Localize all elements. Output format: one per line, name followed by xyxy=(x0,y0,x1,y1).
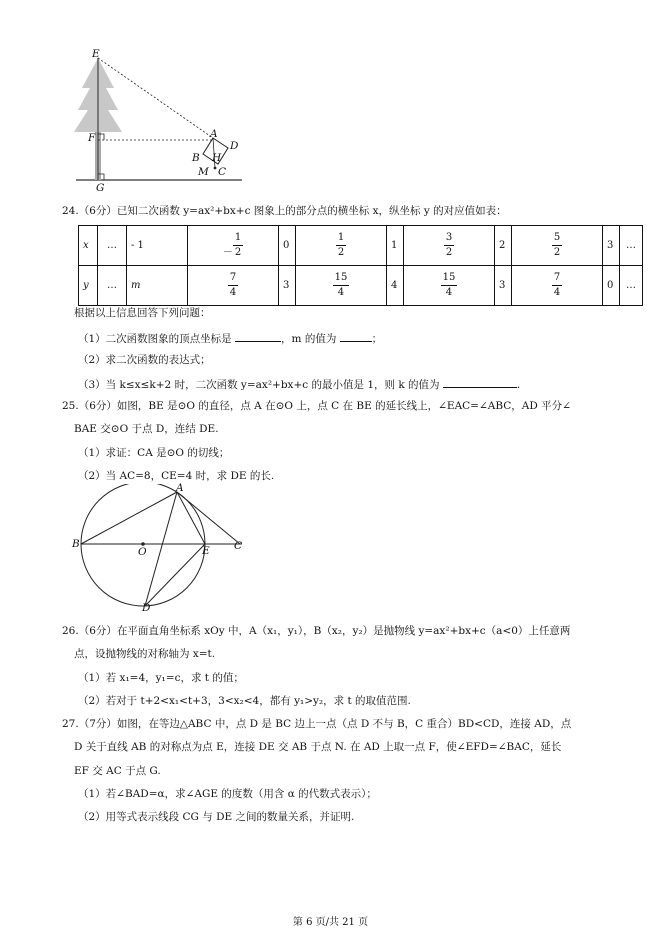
q24-stem: 24.（6分）已知二次函数 y=ax²+bx+c 图象上的部分点的横坐标 x，纵坐标 y 的对应值如表： xyxy=(62,205,507,217)
circle-figure xyxy=(72,484,252,614)
label-H: H xyxy=(212,152,222,164)
denominator: 4 xyxy=(553,287,561,298)
cell: 3 xyxy=(495,266,512,306)
denominator: 2 xyxy=(553,247,561,258)
cell: 0 xyxy=(603,266,620,306)
label-B: B xyxy=(192,152,200,164)
q24-p1-text-b: ，m 的值为 xyxy=(281,333,337,345)
answer-blank[interactable] xyxy=(235,330,281,342)
numerator: 5 xyxy=(552,231,562,246)
cell xyxy=(512,266,603,306)
cell: 2 xyxy=(495,226,512,266)
q24-p1-text-c: ； xyxy=(371,333,383,345)
answer-blank[interactable] xyxy=(340,330,372,342)
row-x-head: x xyxy=(79,226,98,266)
table-row-y xyxy=(79,266,643,306)
q24-intro: 根据以上信息回答下列问题： xyxy=(74,307,211,319)
q24-part1 xyxy=(78,330,382,346)
q25-line2: BAE 交⊙O 于点 D，连结 DE. xyxy=(74,423,219,435)
q24-p3-text-a: （3）当 k≤x≤k+2 时，二次函数 y=ax²+bx+c 的最小值是 1，则 k 的值为 xyxy=(78,379,440,391)
cell: - 1 xyxy=(127,226,188,266)
cell: … xyxy=(620,226,643,266)
q27-line1: 27.（7分）如图，在等边△ABC 中，点 D 是 BC 边上一点（点 D 不与 B，C 重合）BD<CD，连接 AD，点 xyxy=(62,718,572,730)
denominator: 2 xyxy=(445,247,453,258)
q25-line1: 25.（6分）如图，BE 是⊙O 的直径，点 A 在⊙O 上，点 C 在 BE 的延长线上，∠EAC=∠ABC，AD 平分∠ xyxy=(62,400,571,412)
denominator: 4 xyxy=(229,287,237,298)
label-A: A xyxy=(210,128,218,140)
q25-part1: （1）求证：CA 是⊙O 的切线； xyxy=(78,447,230,459)
cell xyxy=(296,266,387,306)
q26-line2: 点，设抛物线的对称轴为 x=t. xyxy=(74,648,216,660)
fraction xyxy=(552,271,562,300)
label-E: E xyxy=(92,48,100,60)
fraction xyxy=(444,231,454,260)
q25-part2: （2）当 AC=8，CE=4 时，求 DE 的长. xyxy=(78,470,275,482)
answer-blank[interactable] xyxy=(443,376,517,388)
cell: … xyxy=(98,266,127,306)
numerator: 7 xyxy=(228,271,238,286)
q27-line2: D 关于直线 AB 的对称点为点 E，连接 DE 交 AB 于点 N. 在 AD 上取一点 F，使∠EFD=∠BAC，延长 xyxy=(74,741,562,753)
q27-part1: （1）若∠BAD=α，求∠AGE 的度数（用含 α 的代数式表示）； xyxy=(78,788,377,800)
q24-part3 xyxy=(78,376,520,392)
q24-p3-text-b: . xyxy=(516,379,521,391)
numerator: 1 xyxy=(233,231,243,246)
label-D: D xyxy=(230,140,239,152)
fraction xyxy=(336,231,346,260)
cell: 3 xyxy=(279,266,296,306)
cell xyxy=(404,266,495,306)
fraction xyxy=(441,271,458,300)
label-E: E xyxy=(202,545,210,557)
q27-line3: EF 交 AC 于点 G. xyxy=(74,765,161,777)
numerator: 15 xyxy=(333,271,350,286)
label-G: G xyxy=(96,182,105,194)
q26-part2: （2）若对于 t+2<x₁<t+3，3<x₂<4，都有 y₁>y₂，求 t 的取值范围. xyxy=(78,695,411,707)
tree-figure xyxy=(70,48,250,196)
cell: m xyxy=(127,266,188,306)
cell: 4 xyxy=(387,266,404,306)
cell xyxy=(404,226,495,266)
q24-value-table xyxy=(78,225,643,306)
table-row-x xyxy=(79,226,643,266)
cell xyxy=(512,226,603,266)
cell: … xyxy=(620,266,643,306)
fraction xyxy=(333,271,350,300)
denominator: 2 xyxy=(234,247,242,258)
label-O: O xyxy=(138,546,147,558)
fraction xyxy=(228,271,238,300)
label-F: F xyxy=(88,132,96,144)
cell xyxy=(188,266,279,306)
cell: … xyxy=(98,226,127,266)
page-footer: 第 6 页/共 21 页 xyxy=(292,917,369,928)
q26-part1: （1）若 x₁=4，y₁=c，求 t 的值； xyxy=(78,672,244,684)
numerator: 3 xyxy=(444,231,454,246)
fraction xyxy=(552,231,562,260)
cell: 1 xyxy=(387,226,404,266)
q24-p1-text-a: （1）二次函数图象的顶点坐标是 xyxy=(78,333,232,345)
numerator: 7 xyxy=(552,271,562,286)
q27-part2: （2）用等式表示线段 CG 与 DE 之间的数量关系，并证明. xyxy=(78,811,355,823)
cell xyxy=(188,226,279,266)
label-M: M xyxy=(198,166,209,178)
label-D: D xyxy=(142,602,151,614)
numerator: 1 xyxy=(336,231,346,246)
label-B: B xyxy=(72,538,80,550)
cell xyxy=(296,226,387,266)
numerator: 15 xyxy=(441,271,458,286)
denominator: 4 xyxy=(445,287,453,298)
row-y-head: y xyxy=(79,266,98,306)
label-C: C xyxy=(234,540,243,552)
q26-line1: 26.（6分）在平面直角坐标系 xOy 中，A（x₁，y₁），B（x₂，y₂）是抛物线 y=ax²+bx+c（a<0）上任意两 xyxy=(62,625,571,637)
q24-part2: （2）求二次函数的表达式； xyxy=(78,354,211,366)
denominator: 4 xyxy=(337,287,345,298)
denominator: 2 xyxy=(337,247,345,258)
label-C: C xyxy=(218,166,227,178)
cell: 0 xyxy=(279,226,296,266)
cell: 3 xyxy=(603,226,620,266)
fraction: － $\frac{1}{2}$ xyxy=(222,232,242,258)
label-A: A xyxy=(176,482,184,494)
